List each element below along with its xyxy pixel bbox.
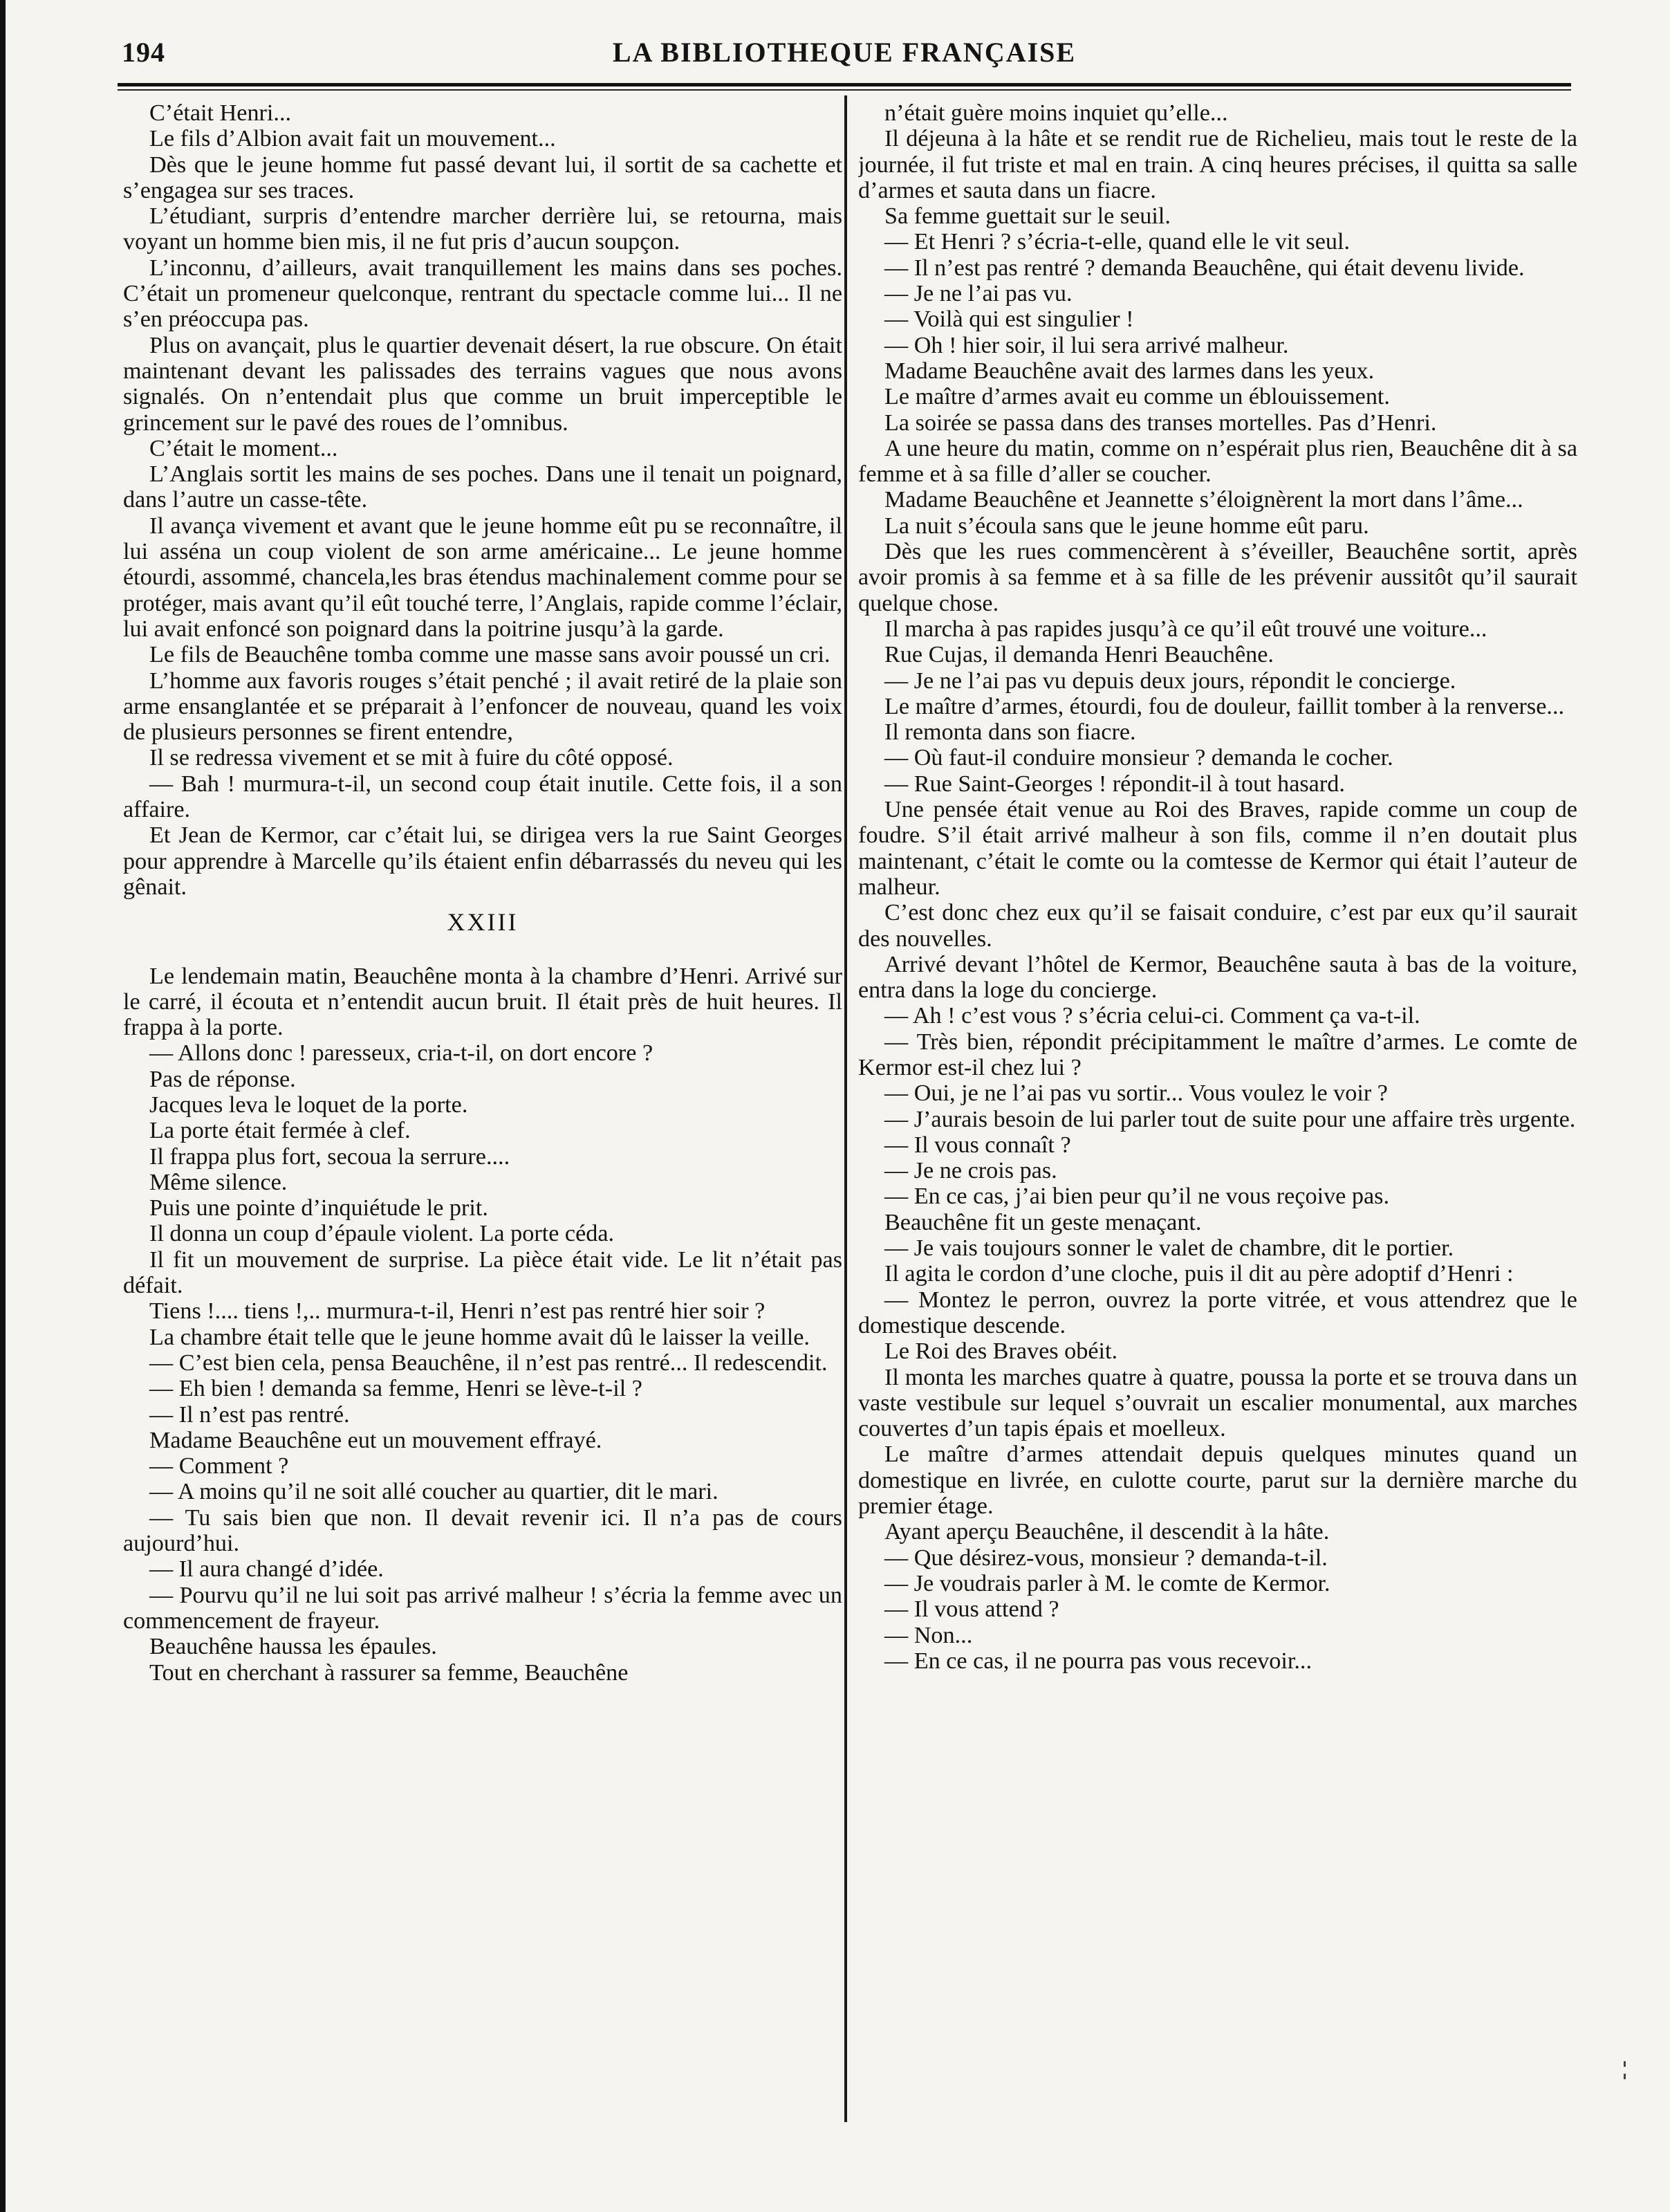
paragraph: Beauchêne haussa les épaules. xyxy=(149,1634,437,1660)
right-column xyxy=(858,100,1577,2127)
paragraph: C’était le moment... xyxy=(149,435,338,461)
paragraph: Le fils de Beauchêne tomba comme une masse sans avoir poussé un cri. xyxy=(149,642,831,668)
page-header xyxy=(118,28,1571,76)
paragraph: Sa femme guettait sur le seuil. xyxy=(884,203,1171,230)
paragraph: Puis une pointe d’inquiétude le prit. xyxy=(149,1195,488,1222)
paragraph: — Pourvu qu’il ne lui soit pas arrivé malheur ! s’écria la femme avec un commencement de frayeur. xyxy=(123,1582,842,1634)
paragraph: Et Jean de Kermor, car c’était lui, se dirigea vers la rue Saint Georges pour apprendre à Marcelle qu’ils étaient enfin débarrassés du neveu qui les gênait. xyxy=(123,822,842,900)
paragraph: — Il aura changé d’idée. xyxy=(149,1556,384,1583)
paragraph: L’étudiant, surpris d’entendre marcher derrière lui, se retourna, mais voyant un homme bien mis, il ne fut pris d’aucun soupçon. xyxy=(123,203,842,255)
page-number: 194 xyxy=(122,37,165,68)
paragraph: Il marcha à pas rapides jusqu’à ce qu’il eût trouvé une voiture... xyxy=(884,616,1487,642)
paragraph: Le fils d’Albion avait fait un mouvement... xyxy=(149,126,556,152)
paragraph: C’était Henri... xyxy=(149,100,292,126)
paragraph: Il fit un mouvement de surprise. La pièce était vide. Le lit n’était pas défait. xyxy=(123,1246,842,1299)
paragraph: — Il n’est pas rentré ? demanda Beauchêne, qui était devenu livide. xyxy=(884,255,1525,281)
paragraph: — Tu sais bien que non. Il devait revenir ici. Il n’a pas de cours aujourd’hui. xyxy=(123,1504,842,1557)
column-divider xyxy=(844,95,847,2122)
paragraph: Madame Beauchêne avait des larmes dans les yeux. xyxy=(884,358,1375,384)
paragraph: — Rue Saint-Georges ! répondit-il à tout hasard. xyxy=(884,771,1345,797)
paragraph: Le maître d’armes attendait depuis quelques minutes quand un domestique en livrée, en culotte courte, parut sur la dernière marche du premier étage. xyxy=(858,1441,1577,1520)
paragraph: — Que désirez-vous, monsieur ? demanda-t-il. xyxy=(884,1545,1328,1571)
paragraph: Ayant aperçu Beauchêne, il descendit à la hâte. xyxy=(884,1519,1330,1545)
paragraph: L’inconnu, d’ailleurs, avait tranquillement les mains dans ses poches. C’était un promeneur quelconque, rentrant du spectacle comme lui... Il ne s’en préoccupa pas. xyxy=(123,255,842,333)
paragraph: Il se redressa vivement et se mit à fuire du côté opposé. xyxy=(149,745,674,771)
paragraph: Beauchêne fit un geste menaçant. xyxy=(884,1209,1202,1235)
paragraph: Il donna un coup d’épaule violent. La porte céda. xyxy=(149,1221,615,1247)
paragraph: A une heure du matin, comme on n’espérait plus rien, Beauchêne dit à sa femme et à sa fille d’aller se coucher. xyxy=(858,435,1577,488)
paragraph: — Il vous attend ? xyxy=(884,1596,1059,1623)
paragraph: — Je ne crois pas. xyxy=(884,1158,1057,1184)
paragraph: — Eh bien ! demanda sa femme, Henri se lève-t-il ? xyxy=(149,1376,642,1402)
paragraph: Il frappa plus fort, secoua la serrure.... xyxy=(149,1143,510,1170)
paragraph: — J’aurais besoin de lui parler tout de suite pour une affaire très urgente. xyxy=(884,1106,1576,1132)
paragraph: La chambre était telle que le jeune homme avait dû le laisser la veille. xyxy=(149,1324,810,1350)
paragraph: — Allons donc ! paresseux, cria-t-il, on dort encore ? xyxy=(149,1040,653,1067)
paragraph: L’Anglais sortit les mains de ses poches. Dans une il tenait un poignard, dans l’autre un casse-tête. xyxy=(123,461,842,513)
paragraph: — Comment ? xyxy=(149,1453,289,1480)
paragraph: Il avança vivement et avant que le jeune homme eût pu se reconnaître, il lui asséna un coup violent de son arme américaine... Le jeune homme étourdi, assommé, chancela,les bras étendus machinalement comme pour se protéger, mais avant qu’il eût touché terre, l’Anglais, rapide comme l’éclair, lui avait enfoncé son poignard dans la poitrine jusqu’à la garde. xyxy=(123,513,842,642)
paragraph: Arrivé devant l’hôtel de Kermor, Beauchêne sauta à bas de la voiture, entra dans la loge du concierge. xyxy=(858,951,1577,1004)
paragraph: — En ce cas, il ne pourra pas vous recevoir... xyxy=(884,1648,1312,1674)
left-edge-rule xyxy=(0,0,6,2212)
paragraph: La porte était fermée à clef. xyxy=(149,1118,411,1144)
paragraph: — Oui, je ne l’ai pas vu sortir... Vous voulez le voir ? xyxy=(884,1080,1388,1107)
paragraph: — Ah ! c’est vous ? s’écria celui-ci. Comment ça va-t-il. xyxy=(884,1003,1420,1029)
paragraph: Madame Beauchêne eut un mouvement effrayé. xyxy=(149,1427,602,1453)
paragraph: Le Roi des Braves obéit. xyxy=(884,1338,1118,1365)
paragraph: — Non... xyxy=(884,1622,973,1648)
paragraph: Le maître d’armes, étourdi, fou de douleur, faillit tomber à la renverse... xyxy=(884,693,1565,719)
chapter-heading: XXIII xyxy=(447,908,519,937)
paragraph: — Oh ! hier soir, il lui sera arrivé malheur. xyxy=(884,332,1289,358)
paragraph: — C’est bien cela, pensa Beauchêne, il n’est pas rentré... Il redescendit. xyxy=(149,1349,828,1376)
paragraph: La nuit s’écoula sans que le jeune homme eût paru. xyxy=(884,513,1369,539)
paragraph: Une pensée était venue au Roi des Braves, rapide comme un coup de foudre. S’il était arrivé malheur à son fils, comme il n’en doutait plus maintenant, c’était le comte ou la comtesse de Kermor qui était l’auteur de malheur. xyxy=(858,797,1577,900)
paragraph: — Je ne l’ai pas vu depuis deux jours, répondit le concierge. xyxy=(884,667,1456,694)
paragraph: — En ce cas, j’ai bien peur qu’il ne vous reçoive pas. xyxy=(884,1183,1390,1210)
paragraph: C’est donc chez eux qu’il se faisait conduire, c’est par eux qu’il saurait des nouvelles. xyxy=(858,900,1577,952)
paragraph: — Bah ! murmura-t-il, un second coup était inutile. Cette fois, il a son affaire. xyxy=(123,771,842,823)
paragraph: — Et Henri ? s’écria-t-elle, quand elle le vit seul. xyxy=(884,229,1351,255)
paragraph: — Voilà qui est singulier ! xyxy=(884,306,1134,333)
header-rule xyxy=(118,83,1571,86)
paragraph: Rue Cujas, il demanda Henri Beauchêne. xyxy=(884,642,1274,668)
left-column xyxy=(123,100,842,2127)
paragraph: — Où faut-il conduire monsieur ? demanda le cocher. xyxy=(884,745,1393,771)
paragraph: Le maître d’armes avait eu comme un éblouissement. xyxy=(884,384,1390,410)
paragraph: — Je voudrais parler à M. le comte de Kermor. xyxy=(884,1570,1330,1596)
margin-marks xyxy=(1624,2061,1626,2103)
paragraph: — Je ne l’ai pas vu. xyxy=(884,281,1073,307)
paragraph: — Il vous connaît ? xyxy=(884,1132,1071,1158)
paragraph: Tout en cherchant à rassurer sa femme, Beauchêne xyxy=(149,1659,629,1686)
running-title: LA BIBLIOTHEQUE FRANÇAISE xyxy=(612,37,1077,68)
paragraph: Jacques leva le loquet de la porte. xyxy=(149,1091,468,1118)
paragraph: Dès que les rues commencèrent à s’éveiller, Beauchêne sortit, après avoir promis à sa femme et à sa fille de les prévenir aussitôt qu’il saurait quelque chose. xyxy=(858,539,1577,616)
paragraph: L’homme aux favoris rouges s’était penché ; il avait retiré de la plaie son arme ensanglantée et se préparait à l’enfoncer de nouveau, quand les voix de plusieurs personnes se firent entendre, xyxy=(123,667,842,746)
paragraph: La soirée se passa dans des transes mortelles. Pas d’Henri. xyxy=(884,409,1437,436)
paragraph: — Montez le perron, ouvrez la porte vitrée, et vous attendrez que le domestique descende. xyxy=(858,1287,1577,1338)
paragraph: Madame Beauchêne et Jeannette s’éloignèrent la mort dans l’âme... xyxy=(884,487,1523,513)
paragraph: — Il n’est pas rentré. xyxy=(149,1401,350,1428)
paragraph: Même silence. xyxy=(149,1169,288,1195)
paragraph: — A moins qu’il ne soit allé coucher au quartier, dit le mari. xyxy=(149,1479,718,1505)
paragraph: Il agita le cordon d’une cloche, puis il dit au père adoptif d’Henri : xyxy=(884,1261,1514,1287)
paragraph: Plus on avançait, plus le quartier devenait désert, la rue obscure. On était maintenant devant les palissades des terrains vagues que nous avons signalés. On n’entendait plus que comme un bruit imperceptible le grincement sur le pavé des roues de l’omnibus. xyxy=(123,332,842,436)
paragraph: Pas de réponse. xyxy=(149,1066,296,1092)
paragraph: Le lendemain matin, Beauchêne monta à la chambre d’Henri. Arrivé sur le carré, il écouta et n’entendit aucun bruit. Il était près de huit heures. Il frappa à la porte. xyxy=(123,963,842,1041)
paragraph: Il monta les marches quatre à quatre, poussa la porte et se trouva dans un vaste vestibule sur lequel s’ouvrait un escalier monumental, aux marches couvertes d’un tapis épais et moelleux. xyxy=(858,1364,1577,1442)
paragraph: — Je vais toujours sonner le valet de chambre, dit le portier. xyxy=(884,1235,1454,1262)
paragraph: Il déjeuna à la hâte et se rendit rue de Richelieu, mais tout le reste de la journée, il fut triste et mal en train. A cinq heures précises, il quitta sa salle d’armes et sauta dans un fiacre. xyxy=(858,126,1577,203)
paragraph: Tiens !.... tiens !,.. murmura-t-il, Henri n’est pas rentré hier soir ? xyxy=(149,1298,766,1325)
paragraph: n’était guère moins inquiet qu’elle... xyxy=(884,100,1228,126)
header-rule-thin xyxy=(118,89,1571,91)
paragraph: Il remonta dans son fiacre. xyxy=(884,719,1136,746)
paragraph: — Très bien, répondit précipitamment le maître d’armes. Le comte de Kermor est-il chez lui ? xyxy=(858,1029,1577,1080)
paragraph: Dès que le jeune homme fut passé devant lui, il sortit de sa cachette et s’engagea sur ses traces. xyxy=(123,151,842,203)
